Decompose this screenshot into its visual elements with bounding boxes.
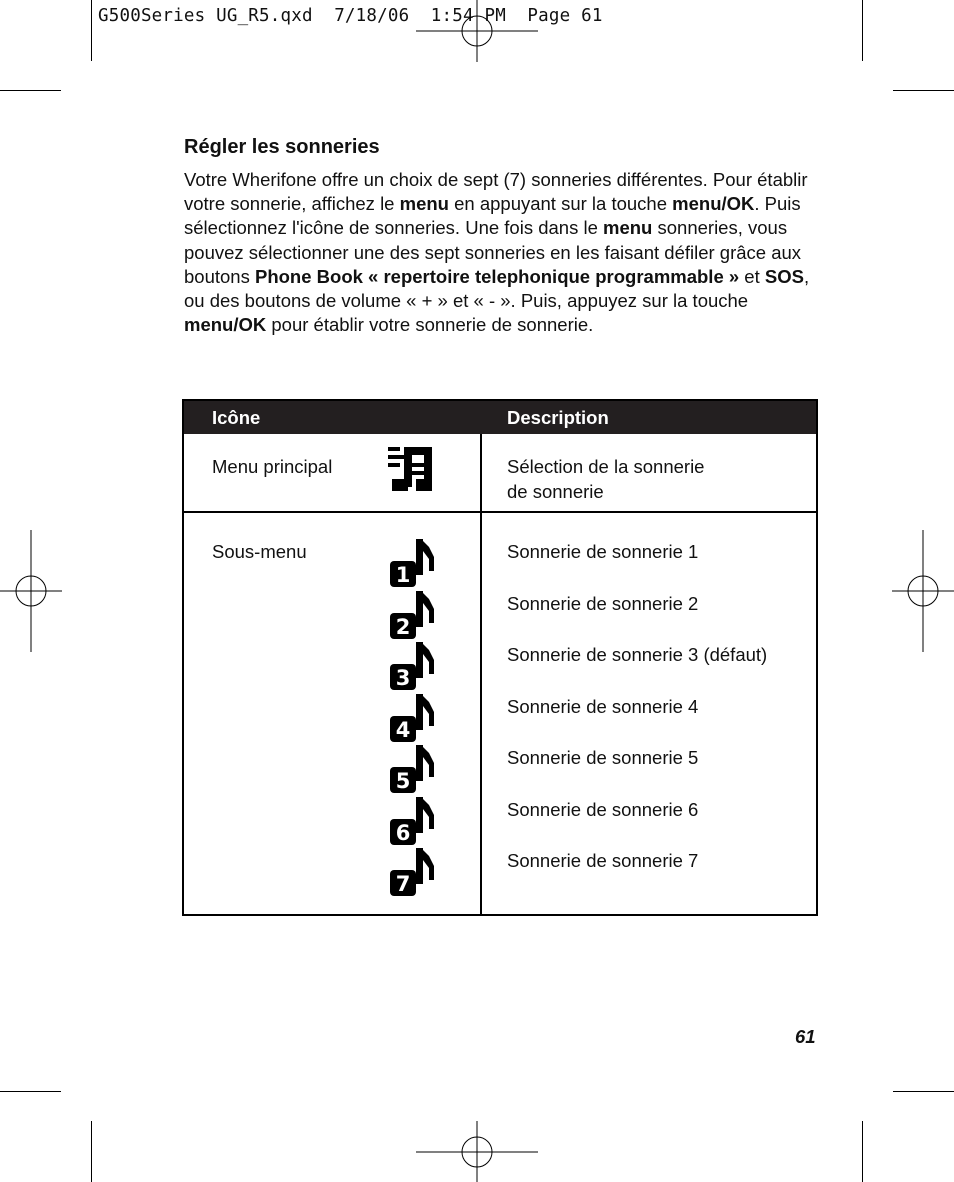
header-description-column: Description (507, 407, 609, 428)
paragraph-text: sonneries, vous pouvez sélectionner une des sept sonneries en les faisant défiler grâce aux boutons (184, 217, 802, 287)
ringtone-description: Sonnerie de sonnerie 6 (507, 798, 699, 820)
table-header (184, 401, 816, 434)
row-divider (184, 511, 816, 513)
print-slug: G500Series UG_R5.qxd 7/18/06 1:54 PM Page 61 (98, 6, 603, 26)
ringtone-number: 7 (395, 872, 411, 896)
bold-term: menu/OK (184, 314, 267, 336)
page-number: 61 (795, 1026, 816, 1047)
ringtone-table (182, 399, 818, 916)
ringtone-number: 3 (395, 666, 411, 690)
ringtone-number: 4 (395, 717, 411, 742)
bold-term: Phone Book « repertoire telephonique programmable » (254, 265, 740, 287)
ringtone-description: Sonnerie de sonnerie 3 (défaut) (507, 644, 768, 665)
ringtone-number: 5 (395, 769, 411, 793)
paragraph-text: , ou des boutons de volume « + » et « - ». Puis, appuyez sur la touche (184, 265, 810, 312)
registration-mark-bottom (416, 1121, 538, 1182)
ringtone-6-icon (388, 795, 434, 847)
ringtone-2-icon (388, 589, 434, 641)
header-icon-column: Icône (212, 407, 261, 428)
ringtone-description: Sonnerie de sonnerie 1 (507, 541, 699, 562)
bold-term: SOS (764, 265, 804, 287)
column-divider (480, 434, 482, 914)
paragraph-text: et (739, 265, 765, 287)
ringtone-number: 1 (395, 563, 411, 587)
paragraph-text: en appuyant sur la touche (448, 193, 673, 215)
ringtone-description: Sonnerie de sonnerie 7 (507, 850, 699, 871)
paragraph-text: . Puis sélectionnez l'icône de sonneries. Une fois dans le (184, 193, 801, 239)
bold-term: menu (603, 217, 653, 239)
section-heading: Régler les sonneries (184, 136, 380, 158)
ringtone-menu-icon (388, 447, 436, 495)
instructions-paragraph (184, 168, 824, 337)
ringtone-number: 2 (395, 614, 411, 639)
paragraph-text: pour établir votre sonnerie de sonnerie. (266, 314, 594, 336)
registration-mark-right (892, 530, 954, 652)
bold-term: menu (399, 193, 449, 215)
ringtone-1-icon (388, 537, 434, 589)
ringtone-5-icon (388, 743, 434, 795)
bold-term: menu/OK (672, 193, 755, 215)
ringtone-3-icon (388, 640, 434, 692)
registration-mark-left (0, 530, 62, 652)
row-main-menu-description-line1: Sélection de la sonnerie (507, 456, 705, 477)
ringtone-7-icon (388, 846, 434, 898)
ringtone-description: Sonnerie de sonnerie 2 (507, 592, 699, 614)
ringtone-4-icon (388, 692, 434, 744)
ringtone-description: Sonnerie de sonnerie 5 (507, 747, 699, 768)
row-submenu-label: Sous-menu (212, 541, 307, 562)
ringtone-number: 6 (395, 820, 411, 845)
paragraph-text: Votre Wherifone offre un choix de sept (7) sonneries différentes. Pour établir votre sonnerie, affichez le (184, 169, 808, 215)
registration-mark-top (416, 0, 538, 62)
ringtone-description: Sonnerie de sonnerie 4 (507, 695, 699, 717)
row-main-menu-description-line2: de sonnerie (507, 481, 604, 502)
row-main-menu-label: Menu principal (212, 456, 333, 477)
